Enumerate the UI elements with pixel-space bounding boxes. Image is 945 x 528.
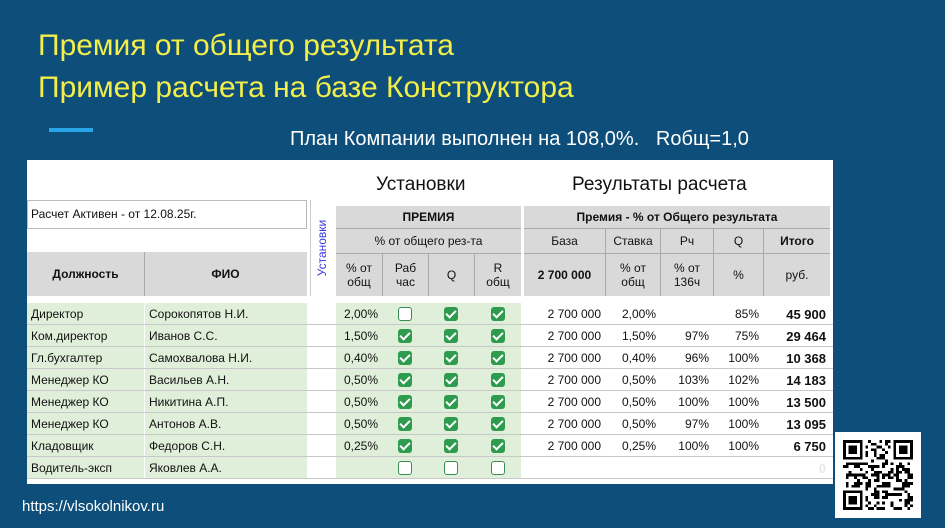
checkbox-r-icon[interactable] (491, 395, 505, 409)
checkbox-q-icon[interactable] (444, 373, 458, 387)
cell-rch: 97% (684, 329, 709, 343)
cell-total: 10 368 (786, 350, 826, 366)
checkbox-rab[interactable] (382, 303, 428, 325)
cell-total: 6 750 (793, 438, 826, 454)
result-col-subheader: руб. (763, 254, 830, 296)
results-section-title: Результаты расчета (572, 174, 747, 195)
result-col-subheader: % (713, 254, 763, 296)
calc-status: Расчет Активен - от 12.08.25г. (31, 207, 197, 221)
checkbox-rab[interactable] (382, 413, 428, 435)
checkbox-r[interactable] (474, 391, 521, 413)
cell-qres: 100% (728, 417, 759, 431)
checkbox-q[interactable] (428, 413, 474, 435)
cell-total: 13 500 (786, 394, 826, 410)
cell-rch: 96% (684, 351, 709, 365)
slide-title-line2: Пример расчета на базе Конструктора (38, 71, 574, 104)
cell-rate: 1,50% (621, 329, 656, 343)
cell-rate: 0,50% (621, 417, 656, 431)
checkbox-q[interactable] (428, 325, 474, 347)
cell-premium-pct: 0,40% (343, 351, 378, 365)
checkbox-rab-icon[interactable] (398, 439, 412, 453)
checkbox-rab-icon[interactable] (398, 307, 412, 321)
website-link[interactable]: https://vlsokolnikov.ru (22, 498, 165, 515)
checkbox-r[interactable] (474, 303, 521, 325)
settings-col-header: R общ (474, 254, 521, 296)
cell-rch (660, 457, 713, 479)
cell-premium-pct: 0,50% (343, 417, 378, 431)
checkbox-rab-icon[interactable] (398, 351, 412, 365)
checkbox-r-icon[interactable] (491, 373, 505, 387)
result-col-header: Ставка (605, 229, 660, 253)
cell-rch: 100% (678, 439, 709, 453)
result-col-header: Рч (660, 229, 713, 253)
cell-premium-pct: 2,00% (343, 307, 378, 321)
cell-position: Менеджер КО (31, 395, 109, 409)
cell-rch (660, 303, 713, 325)
checkbox-rab-icon[interactable] (398, 417, 412, 431)
checkbox-q[interactable] (428, 435, 474, 457)
checkbox-rab[interactable] (382, 391, 428, 413)
cell-total: 45 900 (786, 306, 826, 322)
cell-base: 2 700 000 (547, 351, 601, 365)
cell-qres: 100% (728, 351, 759, 365)
cell-rate (605, 457, 660, 479)
cell-qres (713, 457, 763, 479)
checkbox-rab[interactable] (382, 435, 428, 457)
plan-status-text: План Компании выполнен на 108,0%. Rобщ=1,0 (290, 128, 749, 150)
cell-qres: 75% (734, 329, 759, 343)
cell-rate: 0,50% (621, 373, 656, 387)
cell-rate: 2,00% (621, 307, 656, 321)
cell-base: 2 700 000 (547, 329, 601, 343)
calculation-table (27, 160, 833, 484)
cell-base: 2 700 000 (547, 417, 601, 431)
cell-name: Иванов С.С. (149, 329, 218, 343)
checkbox-rab-icon[interactable] (398, 461, 412, 475)
cell-base: 2 700 000 (547, 395, 601, 409)
checkbox-q[interactable] (428, 347, 474, 369)
checkbox-r-icon[interactable] (491, 417, 505, 431)
cell-position: Ком.директор (31, 329, 108, 343)
cell-premium-pct: 0,50% (343, 373, 378, 387)
checkbox-rab-icon[interactable] (398, 329, 412, 343)
cell-qres: 85% (734, 307, 759, 321)
result-header: Премия - % от Общего результата (576, 210, 778, 224)
checkbox-rab[interactable] (382, 457, 428, 479)
cell-premium-pct: 1,50% (343, 329, 378, 343)
settings-col-header: Раб час (382, 254, 428, 296)
cell-total: 14 183 (786, 372, 826, 388)
cell-rch: 103% (678, 373, 709, 387)
checkbox-q-icon[interactable] (444, 439, 458, 453)
cell-base: 2 700 000 (547, 439, 601, 453)
checkbox-r[interactable] (474, 347, 521, 369)
checkbox-q-icon[interactable] (444, 329, 458, 343)
checkbox-rab-icon[interactable] (398, 373, 412, 387)
checkbox-r-icon[interactable] (491, 461, 505, 475)
cell-name: Васильев А.Н. (149, 373, 230, 387)
cell-premium-pct (336, 457, 382, 479)
row-divider (27, 478, 833, 479)
premium-subheader: % от общего рез-та (374, 234, 483, 248)
checkbox-rab[interactable] (382, 347, 428, 369)
cell-position: Менеджер КО (31, 373, 109, 387)
checkbox-r[interactable] (474, 457, 521, 479)
settings-section-title: Установки (376, 174, 466, 195)
checkbox-q-icon[interactable] (444, 307, 458, 321)
result-col-subheader: % от 136ч (660, 254, 713, 296)
cell-qres: 102% (728, 373, 759, 387)
cell-total: 29 464 (786, 328, 826, 344)
cell-name: Яковлев А.А. (149, 461, 222, 475)
cell-qres: 100% (728, 439, 759, 453)
cell-name: Никитина А.П. (149, 395, 229, 409)
cell-position: Менеджер КО (31, 417, 109, 431)
result-col-subheader: 2 700 000 (537, 268, 592, 282)
cell-position: Директор (31, 307, 84, 321)
premium-header: ПРЕМИЯ (402, 210, 455, 224)
cell-position: Водитель-эксп (31, 461, 113, 475)
checkbox-q-icon[interactable] (444, 417, 458, 431)
checkbox-r[interactable] (474, 369, 521, 391)
cell-name: Федоров С.Н. (149, 439, 226, 453)
cell-base: 2 700 000 (547, 307, 601, 321)
header-name: ФИО (211, 267, 240, 281)
checkbox-rab[interactable] (382, 325, 428, 347)
cell-qres: 100% (728, 395, 759, 409)
cell-position: Гл.бухгалтер (31, 351, 103, 365)
result-col-header: Q (713, 229, 763, 253)
checkbox-q-icon[interactable] (444, 351, 458, 365)
checkbox-r[interactable] (474, 325, 521, 347)
checkbox-q-icon[interactable] (444, 461, 458, 475)
result-col-header: База (551, 234, 578, 248)
checkbox-r[interactable] (474, 435, 521, 457)
cell-rate: 0,25% (621, 439, 656, 453)
checkbox-q[interactable] (428, 303, 474, 325)
checkbox-r-icon[interactable] (491, 351, 505, 365)
cell-name: Самохвалова Н.И. (149, 351, 253, 365)
checkbox-r[interactable] (474, 413, 521, 435)
cell-position: Кладовщик (31, 439, 94, 453)
checkbox-r-icon[interactable] (491, 307, 505, 321)
checkbox-rab-icon[interactable] (398, 395, 412, 409)
accent-bar (49, 128, 93, 132)
settings-vertical-label: Установки (315, 219, 330, 277)
cell-base: 2 700 000 (547, 373, 601, 387)
settings-col-header: % от общ (346, 261, 372, 289)
cell-rch: 97% (684, 417, 709, 431)
checkbox-r-icon[interactable] (491, 329, 505, 343)
cell-premium-pct: 0,50% (343, 395, 378, 409)
checkbox-q-icon[interactable] (444, 395, 458, 409)
checkbox-q[interactable] (428, 369, 474, 391)
checkbox-q[interactable] (428, 391, 474, 413)
checkbox-q[interactable] (428, 457, 474, 479)
cell-name: Антонов А.В. (149, 417, 222, 431)
result-col-subheader: % от общ (605, 254, 660, 296)
cell-rch: 100% (678, 395, 709, 409)
result-col-header: Итого (763, 229, 830, 253)
cell-rate: 0,50% (621, 395, 656, 409)
cell-total: 13 095 (786, 416, 826, 432)
cell-rate: 0,40% (621, 351, 656, 365)
cell-total: 0 (818, 460, 826, 476)
checkbox-r-icon[interactable] (491, 439, 505, 453)
header-position: Должность (52, 267, 119, 281)
checkbox-rab[interactable] (382, 369, 428, 391)
slide-title-line1: Премия от общего результата (38, 29, 454, 62)
settings-col-header: Q (428, 254, 474, 296)
qr-code-icon (835, 432, 921, 518)
cell-base (524, 457, 605, 479)
cell-name: Сорокопятов Н.И. (149, 307, 249, 321)
cell-premium-pct: 0,25% (343, 439, 378, 453)
